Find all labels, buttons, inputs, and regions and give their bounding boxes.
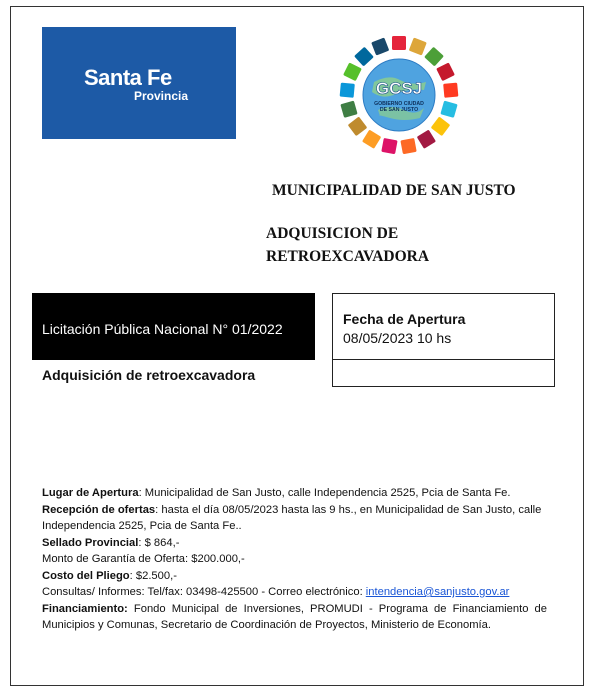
financiamiento-line xyxy=(42,601,547,634)
details-block xyxy=(42,485,547,634)
sdg-tile xyxy=(400,138,416,154)
sdg-tile xyxy=(424,47,444,67)
sdg-tile xyxy=(417,130,436,149)
email-link[interactable]: intendencia@sanjusto.gov.ar xyxy=(365,586,510,598)
apertura-divider xyxy=(333,359,554,360)
garantia-line: Monto de Garantía de Oferta: $200.000,- xyxy=(42,553,245,565)
document-subject xyxy=(266,222,526,268)
sdg-tile xyxy=(440,101,457,118)
sdg-tile xyxy=(371,37,389,55)
licitacion-bar-top xyxy=(32,293,315,306)
sdg-tile xyxy=(392,36,406,50)
sdg-tile xyxy=(436,62,455,81)
sdg-tile xyxy=(362,130,381,149)
lugar-label: Lugar de Apertura xyxy=(42,487,139,499)
sdg-tile xyxy=(443,83,458,98)
sdg-tile xyxy=(354,47,374,67)
consultas-text: Consultas/ Informes: Tel/fax: 03498-425500 - Correo electrónico: xyxy=(42,586,366,598)
gcsj-line1: GOBIERNO CIUDAD xyxy=(374,101,424,107)
sdg-tile xyxy=(431,117,451,137)
sdg-tile xyxy=(340,83,355,98)
apertura-label: Fecha de Apertura xyxy=(343,311,466,327)
sellado-value: : $ 864,- xyxy=(138,536,180,549)
licitacion-label: Licitación Pública Nacional N° 01/2022 xyxy=(42,321,283,337)
lugar-value: : Municipalidad de San Justo, calle Independencia 2525, Pcia de Santa Fe. xyxy=(138,487,511,499)
recepcion-line xyxy=(42,502,547,535)
sdg-tile xyxy=(348,117,368,137)
santa-fe-logo-title: Santa Fe xyxy=(84,65,172,90)
gcsj-line2: DE SAN JUSTO xyxy=(379,107,419,113)
financiamiento-label: Financiamiento: xyxy=(42,602,128,615)
sdg-tile xyxy=(340,101,357,118)
licitacion-banner xyxy=(32,306,315,360)
apertura-box xyxy=(332,293,555,387)
santa-fe-logo-subtitle: Provincia xyxy=(134,89,189,103)
sellado-label: Sellado Provincial xyxy=(42,536,139,549)
municipality-title: MUNICIPALIDAD DE SAN JUSTO xyxy=(272,182,516,199)
sdg-tile xyxy=(343,62,362,81)
financiamiento-value: Fondo Municipal de Inversiones, PROMUDI - Programa de Financiamiento de Municipios y Comunas, Secretario de Coordinación de Proyectos, Ministerio de Economía. xyxy=(42,602,547,631)
sellado-line xyxy=(42,535,547,552)
costo-value: : $2.500,- xyxy=(129,569,177,582)
consultas-line xyxy=(42,584,547,601)
sdg-tile xyxy=(409,37,427,55)
gcsj-initials: GCSJ xyxy=(375,79,423,98)
apertura-date: 08/05/2023 10 hs xyxy=(343,330,452,346)
subject-line-2: RETROEXCAVADORA xyxy=(266,248,430,265)
costo-label: Costo del Pliego xyxy=(42,569,130,582)
santa-fe-logo xyxy=(42,27,236,139)
recepcion-label: Recepción de ofertas xyxy=(42,503,156,516)
lugar-line xyxy=(42,485,547,502)
sdg-tile xyxy=(381,138,397,154)
gcsj-logo xyxy=(334,30,464,160)
costo-line xyxy=(42,568,547,585)
licitacion-object: Adquisición de retroexcavadora xyxy=(42,367,256,383)
subject-line-1: ADQUISICION DE xyxy=(266,225,399,242)
recepcion-value: : hasta el día 08/05/2023 hasta las 9 hs., en Municipalidad de San Justo, calle Independencia 2525, Pcia de Santa Fe.. xyxy=(42,503,542,532)
